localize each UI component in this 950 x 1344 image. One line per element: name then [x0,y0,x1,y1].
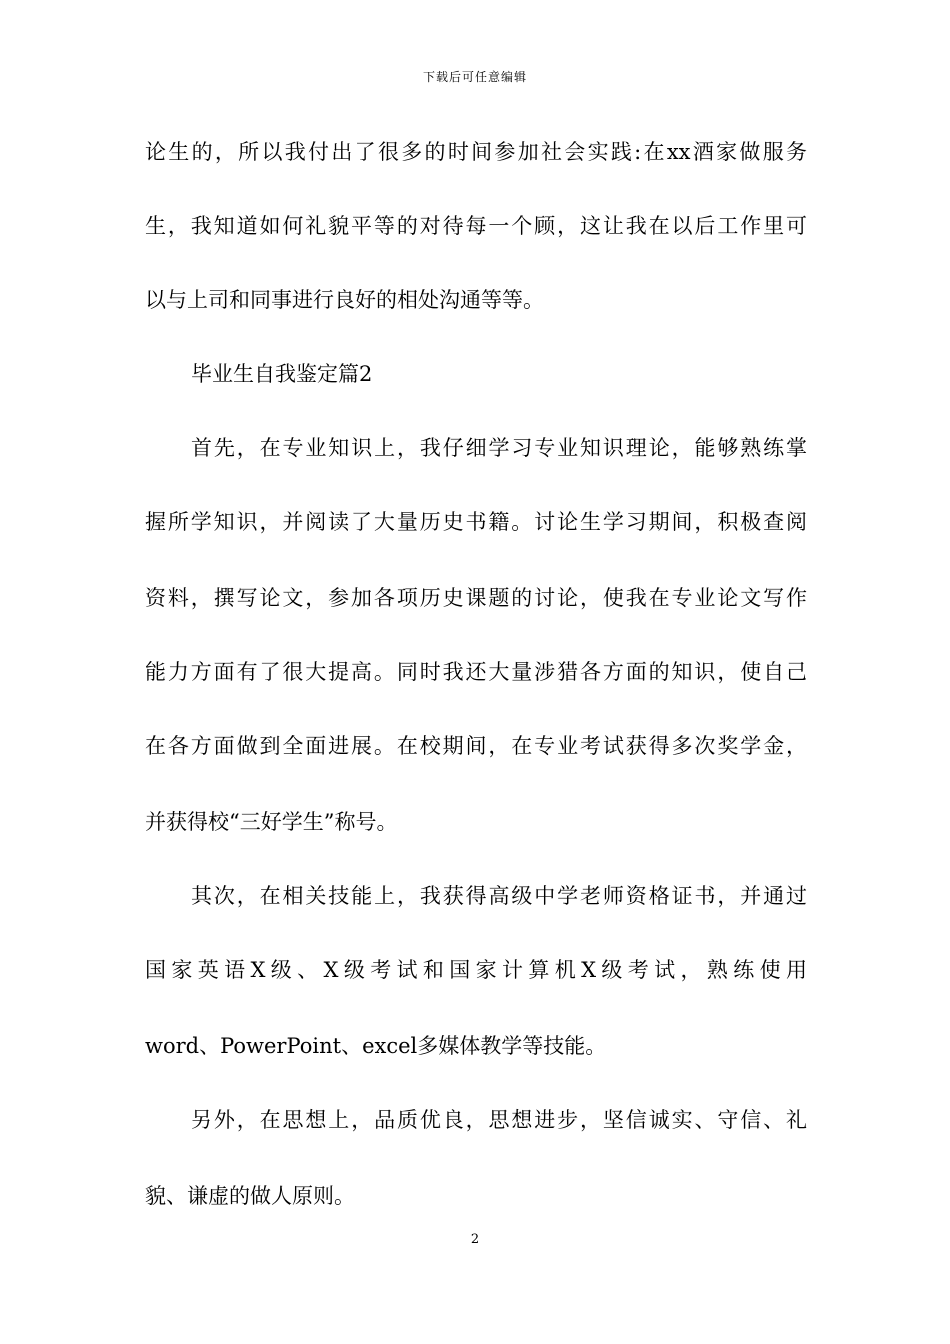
section-heading: 毕业生自我鉴定篇2 [191,362,373,386]
paragraph-line: word、PowerPoint、excel多媒体教学等技能。 [145,1034,607,1058]
paragraph-line: 握所学知识，并阅读了大量历史书籍。讨论生学习期间，积极查阅 [145,510,807,534]
paragraph-line: 貌、谦虚的做人原则。 [145,1184,355,1208]
paragraph-line: 国家英语X级、X级考试和国家计算机X级考试，熟练使用 [145,958,807,982]
paragraph-line: 首先，在专业知识上，我仔细学习专业知识理论，能够熟练掌 [191,436,807,460]
paragraph-line: 生，我知道如何礼貌平等的对待每一个顾，这让我在以后工作里可 [145,214,807,238]
paragraph-line: 能力方面有了很大提高。同时我还大量涉猎各方面的知识，使自己 [145,660,807,684]
page-header: 下载后可任意编辑 [422,70,527,84]
paragraph-line: 并获得校“三好学生”称号。 [145,810,398,834]
paragraph-line: 资料，撰写论文，参加各项历史课题的讨论，使我在专业论文写作 [145,586,807,610]
paragraph-line: 论生的，所以我付出了很多的时间参加社会实践:在xx酒家做服务 [145,140,807,164]
paragraph-line: 另外，在思想上，品质优良，思想进步，坚信诚实、守信、礼 [191,1108,807,1132]
paragraph-line: 其次，在相关技能上，我获得高级中学老师资格证书，并通过 [191,884,807,908]
paragraph-line: 以与上司和同事进行良好的相处沟通等等。 [145,288,544,312]
page-number: 2 [470,1232,480,1247]
paragraph-line: 在各方面做到全面进展。在校期间，在专业考试获得多次奖学金， [145,734,807,758]
